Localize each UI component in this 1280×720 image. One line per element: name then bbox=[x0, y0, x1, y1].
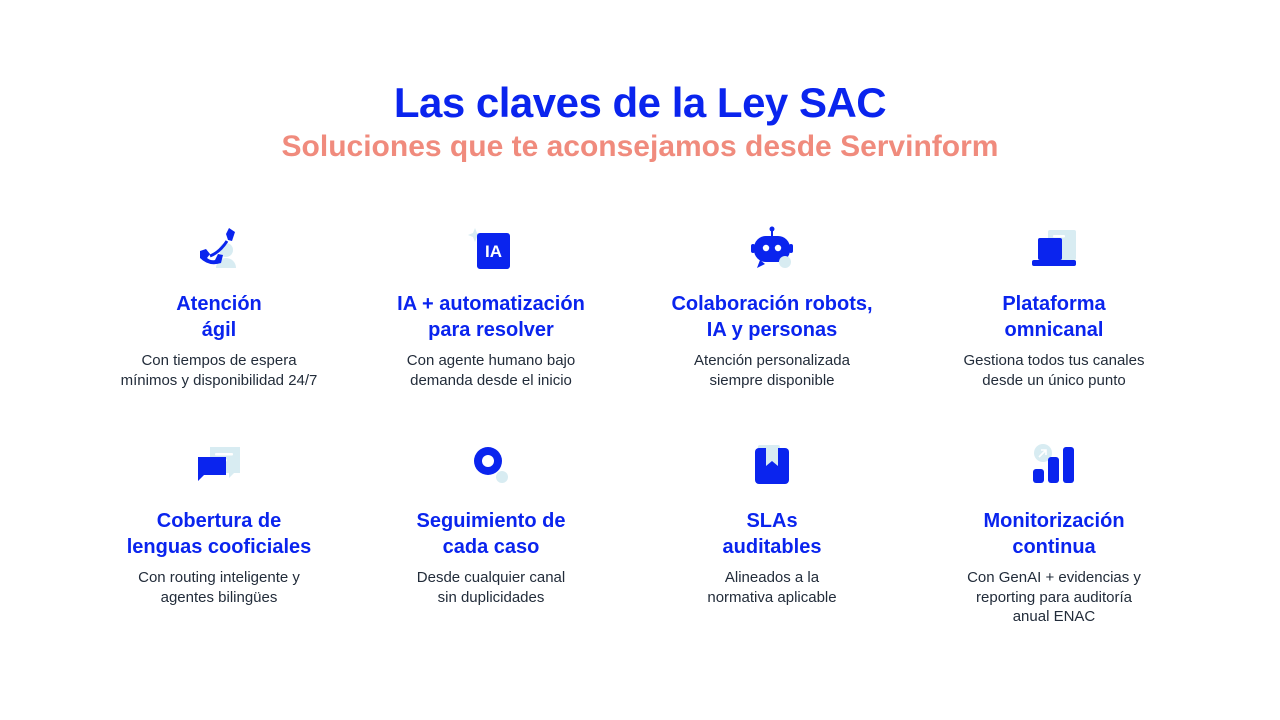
page-title: Las claves de la Ley SAC bbox=[393, 79, 887, 126]
card-heading: Monitorización continua bbox=[983, 510, 1125, 558]
chat-bubbles-icon bbox=[194, 443, 244, 489]
page-subtitle: Soluciones que te aconsejamos desde Servinform bbox=[281, 130, 999, 163]
card-heading: Plataforma omnicanal bbox=[1002, 293, 1106, 341]
robot-icon bbox=[747, 226, 797, 272]
card-description: Alineados a la normativa aplicable bbox=[707, 569, 837, 606]
card-heading: SLAs auditables bbox=[722, 510, 822, 558]
card-description: Atención personalizada siempre disponible bbox=[694, 352, 850, 389]
card-heading: IA + automatización para resolver bbox=[397, 293, 585, 341]
card-heading: Seguimiento de cada caso bbox=[416, 510, 566, 558]
card-description: Con tiempos de espera mínimos y disponibilidad 24/7 bbox=[120, 352, 318, 389]
laptop-icon bbox=[1029, 226, 1079, 272]
card-heading: Colaboración robots, IA y personas bbox=[671, 293, 873, 341]
card-heading: Cobertura de lenguas cooficiales bbox=[126, 510, 312, 558]
card-description: Gestiona todos tus canales desde un único punto bbox=[963, 352, 1145, 389]
ai-badge-icon bbox=[466, 226, 516, 272]
card-description: Con agente humano bajo demanda desde el inicio bbox=[406, 352, 576, 389]
card-description: Con GenAI + evidencias y reporting para auditoría anual ENAC bbox=[967, 569, 1141, 625]
card-description: Desde cualquier canal sin duplicidades bbox=[416, 569, 566, 606]
magnifier-icon bbox=[466, 443, 516, 489]
card-heading: Atención ágil bbox=[176, 293, 262, 341]
bookmark-icon bbox=[747, 443, 797, 489]
phone-user-icon bbox=[194, 226, 244, 272]
bar-chart-icon bbox=[1029, 443, 1079, 489]
ai-badge-label: IA bbox=[485, 242, 502, 261]
card-description: Con routing inteligente y agentes bilingües bbox=[138, 569, 300, 606]
